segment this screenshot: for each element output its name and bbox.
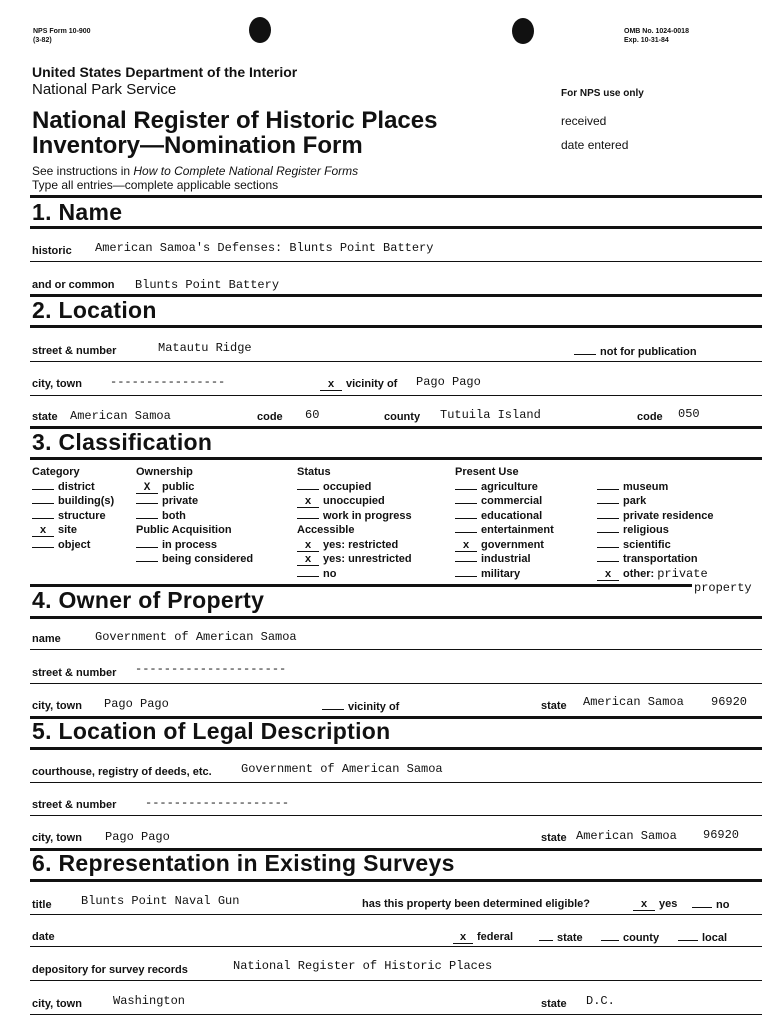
category-district[interactable]: district <box>32 480 114 495</box>
owner-street-label: street & number <box>32 667 117 679</box>
checkbox[interactable] <box>455 509 477 519</box>
depository-city-label: city, town <box>32 998 82 1010</box>
checkbox[interactable] <box>136 494 158 504</box>
eligible-yes[interactable]: x yes <box>633 898 677 911</box>
courthouse-value[interactable]: Government of American Samoa <box>241 762 443 776</box>
not-for-publication[interactable]: not for publication <box>574 345 697 358</box>
section-rule <box>30 747 762 750</box>
category-site[interactable]: x site <box>32 523 114 538</box>
vicinity-field[interactable]: x vicinity of <box>320 378 397 391</box>
street-number-value[interactable]: Matautu Ridge <box>158 341 252 355</box>
state-level-checkbox[interactable] <box>539 931 553 941</box>
instructions: See instructions in How to Complete National Register Forms <box>32 164 359 178</box>
section-4-heading: 4. Owner of Property <box>32 587 265 613</box>
checkbox[interactable] <box>297 509 319 519</box>
nps-use-label: For NPS use only <box>561 88 644 99</box>
checkbox[interactable] <box>136 538 158 548</box>
checkbox[interactable] <box>455 480 477 490</box>
field-rule <box>30 261 762 262</box>
date-entered-label: date entered <box>561 138 629 152</box>
not-for-publication-blank[interactable] <box>574 345 596 355</box>
use-park[interactable]: park <box>597 494 714 509</box>
use-transportation[interactable]: transportation <box>597 552 714 567</box>
received-label: received <box>561 114 607 128</box>
historic-name-value[interactable]: American Samoa's Defenses: Blunts Point Battery <box>95 241 434 255</box>
section-rule <box>30 226 762 229</box>
section-3-heading: 3. Classification <box>32 429 213 455</box>
state-value[interactable]: American Samoa <box>70 409 171 423</box>
local-level-checkbox[interactable] <box>678 931 698 941</box>
status-unoccupied[interactable]: x unoccupied <box>297 494 412 509</box>
acquisition-heading: Public Acquisition <box>136 524 232 536</box>
use-entertainment[interactable]: entertainment <box>455 523 554 538</box>
checkbox[interactable] <box>455 523 477 533</box>
eligible-question: has this property been determined eligible? <box>362 898 590 910</box>
field-rule <box>30 649 762 650</box>
section-2-heading: 2. Location <box>32 297 157 323</box>
checkbox[interactable] <box>597 552 619 562</box>
ownership-group <box>136 465 253 567</box>
checkbox[interactable] <box>597 480 619 490</box>
field-rule <box>30 683 762 684</box>
common-name-label: and or common <box>32 279 115 291</box>
federal-checkbox[interactable]: x <box>453 934 473 944</box>
legal-city-value[interactable]: Pago Pago <box>105 830 170 844</box>
category-heading: Category <box>32 466 80 478</box>
status-occupied[interactable]: occupied <box>297 480 412 495</box>
eligible-no[interactable]: no <box>692 898 729 911</box>
city-town-value[interactable]: ---------------- <box>110 375 226 389</box>
checkbox[interactable] <box>136 552 158 562</box>
form-title-line1: National Register of Historic Places <box>32 107 438 134</box>
omb-number: OMB No. 1024-0018 <box>624 28 689 35</box>
legal-street-label: street & number <box>32 799 117 811</box>
checkbox[interactable] <box>297 480 319 490</box>
checkbox[interactable]: X <box>136 484 158 494</box>
section-5-heading: 5. Location of Legal Description <box>32 718 391 744</box>
survey-date-label: date <box>32 931 55 943</box>
checkbox[interactable] <box>297 567 319 577</box>
checkbox[interactable] <box>136 509 158 519</box>
owner-vicinity[interactable]: vicinity of <box>322 700 399 713</box>
eligible-no-checkbox[interactable] <box>692 898 712 908</box>
other-use-value[interactable]: private <box>657 566 708 581</box>
checkbox[interactable] <box>597 538 619 548</box>
depository-value[interactable]: National Register of Historic Places <box>233 959 493 973</box>
present-use-group-2 <box>597 480 714 582</box>
use-commercial[interactable]: commercial <box>455 494 554 509</box>
depository-city-value[interactable]: Washington <box>113 994 186 1008</box>
owner-name-value[interactable]: Government of American Samoa <box>95 630 297 644</box>
service-name: National Park Service <box>32 81 177 98</box>
checkbox[interactable] <box>597 523 619 533</box>
checkbox[interactable] <box>597 494 619 504</box>
level-state[interactable]: state <box>539 931 583 944</box>
ownership-private[interactable]: private <box>136 494 253 509</box>
ownership-both[interactable]: both <box>136 509 253 524</box>
use-scientific[interactable]: scientific <box>597 538 714 553</box>
county-code-label: code <box>637 411 663 423</box>
legal-state-value[interactable]: American Samoa <box>576 829 677 843</box>
code-label: code <box>257 411 283 423</box>
legal-state-label: state <box>541 832 567 844</box>
accessible-heading: Accessible <box>297 524 355 536</box>
code-value[interactable]: 60 <box>305 408 320 422</box>
state-label: state <box>32 411 58 423</box>
field-rule <box>30 1014 762 1015</box>
present-use-group <box>455 465 554 581</box>
field-rule <box>30 395 762 396</box>
legal-city-label: city, town <box>32 832 82 844</box>
acquisition-in-process[interactable]: in process <box>136 538 253 553</box>
owner-state-value[interactable]: American Samoa <box>583 695 684 709</box>
vicinity-checkbox[interactable]: x <box>320 381 342 391</box>
status-work-in-progress[interactable]: work in progress <box>297 509 412 524</box>
owner-city-value[interactable]: Pago Pago <box>104 697 169 711</box>
section-rule <box>30 195 762 198</box>
use-religious[interactable]: religious <box>597 523 714 538</box>
eligible-yes-checkbox[interactable]: x <box>633 901 655 911</box>
owner-name-label: name <box>32 633 61 645</box>
checkbox[interactable] <box>597 509 619 519</box>
form-title-line2: Inventory—Nomination Form <box>32 132 363 159</box>
checkbox[interactable]: x <box>297 542 319 552</box>
common-name-value[interactable]: Blunts Point Battery <box>135 278 280 292</box>
city-town-label: city, town <box>32 378 82 390</box>
checkbox[interactable]: x <box>455 542 477 552</box>
field-rule <box>30 782 762 783</box>
department-name: United States Department of the Interior <box>32 64 298 80</box>
field-rule <box>30 980 762 981</box>
checkbox[interactable] <box>455 494 477 504</box>
depository-state-value[interactable]: D.C. <box>586 994 615 1008</box>
survey-title-value[interactable]: Blunts Point Naval Gun <box>81 894 240 908</box>
level-county[interactable]: county <box>601 931 659 944</box>
use-museum[interactable]: museum <box>597 480 714 495</box>
ownership-heading: Ownership <box>136 466 193 478</box>
category-object[interactable]: object <box>32 538 114 553</box>
use-educational[interactable]: educational <box>455 509 554 524</box>
owner-zip-value[interactable]: 96920 <box>711 695 748 709</box>
owner-street-value[interactable]: --------------------- <box>135 662 287 676</box>
county-code-value[interactable]: 050 <box>678 407 700 421</box>
owner-state-label: state <box>541 700 567 712</box>
accessible-unrestricted[interactable]: x yes: unrestricted <box>297 552 412 567</box>
instructions-line2: Type all entries—complete applicable sections <box>32 178 279 192</box>
checkbox[interactable]: x <box>297 498 319 508</box>
level-federal[interactable]: x federal <box>453 931 513 944</box>
category-group <box>32 465 114 552</box>
omb-expiry: Exp. 10-31-84 <box>624 37 669 44</box>
owner-vicinity-checkbox[interactable] <box>322 700 344 710</box>
section-rule <box>30 879 762 882</box>
county-level-checkbox[interactable] <box>601 931 619 941</box>
present-use-heading: Present Use <box>455 466 519 478</box>
accessible-no[interactable]: no <box>297 567 412 582</box>
checkbox[interactable]: x <box>297 556 319 566</box>
other-use-value-cont[interactable]: property <box>694 581 752 595</box>
status-group <box>297 465 412 581</box>
section-rule <box>30 457 762 460</box>
survey-title-label: title <box>32 899 52 911</box>
field-rule <box>30 815 762 816</box>
use-industrial[interactable]: industrial <box>455 552 554 567</box>
form-number: NPS Form 10-900 <box>33 28 91 35</box>
vicinity-value[interactable]: Pago Pago <box>416 375 481 389</box>
use-private-residence[interactable]: private residence <box>597 509 714 524</box>
section-6-heading: 6. Representation in Existing Surveys <box>32 850 455 876</box>
ownership-public[interactable]: X public <box>136 480 253 495</box>
instructions-book: How to Complete National Register Forms <box>133 164 359 178</box>
field-rule <box>30 946 762 947</box>
checkbox[interactable]: x <box>597 571 619 581</box>
accessible-restricted[interactable]: x yes: restricted <box>297 538 412 553</box>
legal-zip-value[interactable]: 96920 <box>703 828 740 842</box>
section-rule <box>30 616 762 619</box>
county-label: county <box>384 411 421 423</box>
checkbox[interactable] <box>32 538 54 548</box>
checkbox[interactable]: x <box>32 527 54 537</box>
use-government[interactable]: x government <box>455 538 554 553</box>
acquisition-being-considered[interactable]: being considered <box>136 552 253 567</box>
legal-street-value[interactable]: -------------------- <box>145 796 290 810</box>
registration-dot-left <box>249 17 271 43</box>
category-buildings[interactable]: building(s) <box>32 494 114 509</box>
status-heading: Status <box>297 466 331 478</box>
street-number-label: street & number <box>32 345 117 357</box>
checkbox[interactable] <box>455 567 477 577</box>
historic-label: historic <box>32 245 72 257</box>
registration-dot-right <box>512 18 534 44</box>
category-structure[interactable]: structure <box>32 509 114 524</box>
level-local[interactable]: local <box>678 931 727 944</box>
checkbox[interactable] <box>32 480 54 490</box>
section-rule <box>30 325 762 328</box>
use-military[interactable]: military <box>455 567 554 582</box>
use-agriculture[interactable]: agriculture <box>455 480 554 495</box>
use-other[interactable]: x other: private <box>597 567 714 582</box>
owner-city-label: city, town <box>32 700 82 712</box>
courthouse-label: courthouse, registry of deeds, etc. <box>32 766 212 778</box>
form-revision: (3-82) <box>33 37 52 44</box>
checkbox[interactable] <box>32 494 54 504</box>
section-1-heading: 1. Name <box>32 199 123 225</box>
county-value[interactable]: Tutuila Island <box>440 408 541 422</box>
depository-state-label: state <box>541 998 567 1010</box>
checkbox[interactable] <box>455 552 477 562</box>
checkbox[interactable] <box>32 509 54 519</box>
field-rule <box>30 914 762 915</box>
depository-label: depository for survey records <box>32 964 188 976</box>
field-rule <box>30 361 762 362</box>
